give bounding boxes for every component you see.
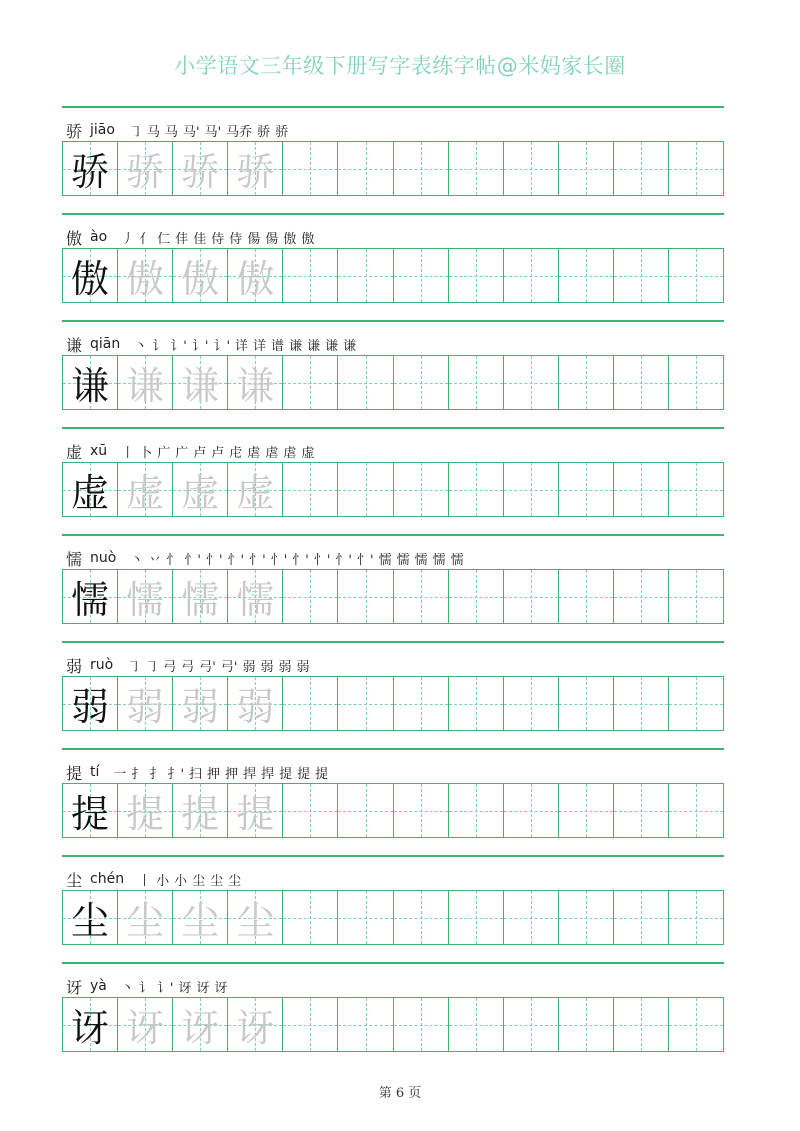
practice-cell[interactable] [504, 569, 559, 624]
practice-cell[interactable] [283, 355, 338, 410]
practice-cell[interactable] [504, 141, 559, 196]
trace-character: 尘 [181, 899, 220, 943]
stroke-step: 丶 [120, 980, 134, 996]
trace-character: 提 [181, 792, 220, 836]
practice-row [62, 962, 724, 1069]
practice-cell[interactable] [283, 890, 338, 945]
practice-cell[interactable] [394, 141, 449, 196]
stroke-step: 讠' [213, 338, 231, 354]
trace-character-cell [228, 569, 283, 624]
trace-character-cell [228, 141, 283, 196]
stroke-step: 讠' [156, 980, 174, 996]
model-character-cell [63, 462, 118, 517]
practice-cell[interactable] [504, 462, 559, 517]
stroke-step: 讶 [196, 980, 210, 996]
writing-grid [62, 890, 724, 945]
stroke-step: 丿 [121, 231, 135, 247]
stroke-step: 虚 [301, 445, 315, 461]
practice-cell[interactable] [449, 890, 504, 945]
practice-cell[interactable] [559, 462, 614, 517]
practice-cell[interactable] [614, 355, 669, 410]
model-character: 讶 [71, 1006, 110, 1050]
practice-cell[interactable] [559, 890, 614, 945]
practice-cell[interactable] [338, 355, 393, 410]
stroke-step: 佳 [193, 231, 207, 247]
trace-character: 傲 [236, 257, 275, 301]
stroke-step: 捍 [261, 766, 275, 782]
trace-character-cell [173, 997, 228, 1052]
trace-character: 骄 [126, 150, 165, 194]
trace-character: 谦 [181, 364, 220, 408]
stroke-step: 讶 [214, 980, 228, 996]
trace-character-cell [173, 355, 228, 410]
practice-cell[interactable] [283, 676, 338, 731]
practice-row [62, 534, 724, 641]
model-character: 懦 [71, 578, 110, 622]
practice-cell[interactable] [394, 676, 449, 731]
practice-cell[interactable] [669, 462, 724, 517]
stroke-step: 傲 [283, 231, 297, 247]
practice-cell[interactable] [669, 997, 724, 1052]
stroke-step: 一 [113, 766, 127, 782]
row-divider [62, 427, 724, 429]
character-label: 懦 [66, 549, 83, 569]
stroke-step: 弱 [296, 659, 310, 675]
stroke-step: 讶 [178, 980, 192, 996]
practice-cell[interactable] [394, 783, 449, 838]
trace-character-cell [173, 890, 228, 945]
stroke-step: 虐 [265, 445, 279, 461]
writing-grid [62, 569, 724, 624]
trace-character-cell [118, 890, 173, 945]
character-label: 提 [66, 763, 83, 783]
stroke-step: 讠' [170, 338, 187, 354]
trace-character-cell [118, 569, 173, 624]
page-title: 小学语文三年级下册写字表练字帖@米妈家长圈 [174, 54, 626, 78]
stroke-step: 谦 [289, 338, 303, 354]
writing-grid [62, 141, 724, 196]
stroke-step: 谦 [307, 338, 321, 354]
pinyin-label: jiāo [90, 122, 115, 138]
trace-character: 懦 [236, 578, 275, 622]
trace-character: 虚 [126, 471, 165, 515]
trace-character: 骄 [236, 150, 275, 194]
trace-character: 讶 [181, 1006, 220, 1050]
practice-cell[interactable] [669, 248, 724, 303]
character-label: 骄 [66, 121, 83, 141]
trace-character: 谦 [236, 364, 275, 408]
practice-row [62, 641, 724, 748]
stroke-step: 讠 [152, 338, 166, 354]
practice-cell[interactable] [449, 569, 504, 624]
practice-cell[interactable] [559, 355, 614, 410]
trace-character-cell [118, 997, 173, 1052]
model-character-cell [63, 141, 118, 196]
character-info [66, 333, 361, 355]
stroke-step: 卢 [211, 445, 225, 461]
character-info [66, 975, 233, 997]
stroke-step: 弓' [199, 659, 216, 675]
trace-character: 弱 [236, 685, 275, 729]
stroke-step: 侍 [229, 231, 243, 247]
stroke-step: 谱 [271, 338, 285, 354]
model-character: 弱 [71, 685, 110, 729]
trace-character-cell [228, 783, 283, 838]
practice-cell[interactable] [394, 462, 449, 517]
practice-cell[interactable] [338, 997, 393, 1052]
trace-character: 虚 [181, 471, 220, 515]
practice-row [62, 427, 724, 534]
trace-character: 傲 [181, 257, 220, 301]
practice-cell[interactable] [338, 141, 393, 196]
character-label: 虚 [66, 442, 83, 462]
practice-cell[interactable] [338, 248, 393, 303]
trace-character: 尘 [126, 899, 165, 943]
character-info [66, 761, 333, 783]
practice-cell[interactable] [504, 248, 559, 303]
trace-character: 弱 [181, 685, 220, 729]
model-character: 谦 [71, 364, 110, 408]
practice-cell[interactable] [283, 997, 338, 1052]
practice-cell[interactable] [338, 569, 393, 624]
stroke-step: 忄 [166, 552, 180, 568]
trace-character-cell [228, 355, 283, 410]
practice-cell[interactable] [614, 676, 669, 731]
stroke-step: 弱 [278, 659, 292, 675]
stroke-step: 马乔 [226, 124, 253, 140]
trace-character: 傲 [126, 257, 165, 301]
practice-cell[interactable] [283, 141, 338, 196]
character-info [66, 226, 319, 248]
practice-row [62, 106, 724, 213]
stroke-step: 忄' [227, 552, 245, 568]
character-info [66, 547, 469, 569]
stroke-step: 忄' [205, 552, 223, 568]
trace-character: 弱 [126, 685, 165, 729]
practice-cell[interactable] [504, 676, 559, 731]
row-divider [62, 320, 724, 322]
trace-character-cell [118, 141, 173, 196]
stroke-step: 谦 [343, 338, 357, 354]
stroke-step: 讠 [138, 980, 152, 996]
practice-cell[interactable] [283, 462, 338, 517]
stroke-step: 忄' [335, 552, 352, 568]
trace-character: 虚 [236, 471, 275, 515]
trace-character: 讶 [236, 1006, 275, 1050]
model-character-cell [63, 997, 118, 1052]
stroke-step: 骄 [275, 124, 289, 140]
stroke-step: 弱 [242, 659, 256, 675]
trace-character-cell [118, 355, 173, 410]
practice-cell[interactable] [614, 248, 669, 303]
stroke-step: 弓' [220, 659, 238, 675]
trace-character-cell [173, 676, 228, 731]
stroke-step: 弱 [260, 659, 274, 675]
row-divider [62, 855, 724, 857]
practice-cell[interactable] [449, 462, 504, 517]
stroke-step: 尘 [210, 873, 224, 889]
stroke-step: 骄 [257, 124, 271, 140]
practice-cell[interactable] [449, 676, 504, 731]
trace-character-cell [118, 462, 173, 517]
stroke-step: 提 [315, 766, 329, 782]
practice-cell[interactable] [614, 890, 669, 945]
stroke-step: 广 [175, 445, 189, 461]
model-character: 尘 [71, 899, 110, 943]
practice-cell[interactable] [504, 890, 559, 945]
character-label: 尘 [66, 870, 83, 890]
practice-cell[interactable] [394, 890, 449, 945]
stroke-step: 详 [235, 338, 249, 354]
stroke-step: 傲 [301, 231, 315, 247]
model-character-cell [63, 248, 118, 303]
stroke-step: 忄' [184, 552, 201, 568]
page-number: 第 6 页 [378, 1086, 422, 1101]
practice-cell[interactable] [504, 783, 559, 838]
stroke-step: 懦 [378, 552, 392, 568]
stroke-step: 扌' [167, 766, 185, 782]
writing-grid [62, 997, 724, 1052]
practice-cell[interactable] [559, 783, 614, 838]
stroke-step: 忄' [357, 552, 374, 568]
practice-cell[interactable] [559, 676, 614, 731]
practice-cell[interactable] [669, 355, 724, 410]
model-character-cell [63, 783, 118, 838]
trace-character-cell [173, 783, 228, 838]
stroke-step: 提 [297, 766, 311, 782]
row-divider [62, 641, 724, 643]
stroke-step: 偒 [247, 231, 261, 247]
stroke-step: 扌 [131, 766, 145, 782]
model-character: 骄 [71, 150, 110, 194]
practice-cell[interactable] [669, 783, 724, 838]
stroke-step: 懦 [414, 552, 428, 568]
practice-cell[interactable] [504, 997, 559, 1052]
stroke-step: ㇆ [128, 124, 142, 140]
stroke-step: 卜 [139, 445, 153, 461]
model-character-cell [63, 676, 118, 731]
stroke-step: 谦 [325, 338, 339, 354]
stroke-step: 马 [164, 124, 178, 140]
row-divider [62, 106, 724, 108]
trace-character-cell [228, 890, 283, 945]
pinyin-label: tí [90, 764, 100, 780]
writing-grid [62, 676, 724, 731]
stroke-step: 仁 [157, 231, 171, 247]
writing-grid [62, 248, 724, 303]
trace-character-cell [118, 783, 173, 838]
model-character-cell [63, 569, 118, 624]
trace-character: 谦 [126, 364, 165, 408]
pinyin-label: xū [90, 443, 108, 459]
model-character: 傲 [71, 257, 110, 301]
practice-cell[interactable] [283, 783, 338, 838]
trace-character-cell [228, 676, 283, 731]
character-info [66, 119, 293, 141]
stroke-step: 丨 [121, 445, 135, 461]
stroke-step: 丨 [138, 873, 152, 889]
pinyin-label: nuò [90, 550, 117, 566]
character-label: 讶 [66, 977, 83, 997]
stroke-step: 偒 [265, 231, 279, 247]
practice-cell[interactable] [614, 141, 669, 196]
practice-cell[interactable] [559, 569, 614, 624]
character-label: 弱 [66, 656, 83, 676]
model-character: 虚 [71, 471, 110, 515]
stroke-step: 扫 [189, 766, 203, 782]
practice-cell[interactable] [338, 676, 393, 731]
stroke-step: 小 [156, 873, 170, 889]
stroke-step: 虍 [229, 445, 243, 461]
trace-character-cell [228, 248, 283, 303]
practice-cell[interactable] [449, 997, 504, 1052]
stroke-step: 懦 [432, 552, 446, 568]
pinyin-label: qiān [90, 336, 121, 352]
trace-character-cell [118, 676, 173, 731]
trace-character-cell [228, 462, 283, 517]
practice-cell[interactable] [614, 783, 669, 838]
character-info [66, 440, 319, 462]
stroke-step: ㇆ [145, 659, 159, 675]
stroke-step: 忄' [292, 552, 309, 568]
stroke-step: 懦 [396, 552, 410, 568]
practice-row [62, 213, 724, 320]
stroke-step: 扌 [149, 766, 163, 782]
practice-cell[interactable] [614, 462, 669, 517]
trace-character: 讶 [126, 1006, 165, 1050]
trace-character-cell [118, 248, 173, 303]
stroke-step: 虐 [283, 445, 297, 461]
pinyin-label: chén [90, 871, 125, 887]
stroke-step: 马' [183, 124, 200, 140]
stroke-step: 详 [253, 338, 267, 354]
trace-character: 懦 [181, 578, 220, 622]
writing-grid [62, 783, 724, 838]
trace-character: 尘 [236, 899, 275, 943]
practice-cell[interactable] [338, 890, 393, 945]
trace-character-cell [173, 462, 228, 517]
character-label: 谦 [66, 335, 83, 355]
stroke-step: 忄' [313, 552, 331, 568]
trace-character-cell [173, 248, 228, 303]
practice-cell[interactable] [449, 783, 504, 838]
stroke-step: 讠' [191, 338, 209, 354]
practice-cell[interactable] [338, 783, 393, 838]
trace-character: 提 [236, 792, 275, 836]
character-info [66, 868, 246, 890]
character-info [66, 654, 315, 676]
practice-cell[interactable] [559, 248, 614, 303]
stroke-step: 押 [225, 766, 239, 782]
practice-row [62, 748, 724, 855]
pinyin-label: ào [90, 229, 108, 245]
practice-cell[interactable] [559, 997, 614, 1052]
pinyin-label: ruò [90, 657, 114, 673]
trace-character-cell [173, 141, 228, 196]
practice-cell[interactable] [449, 248, 504, 303]
trace-character: 提 [126, 792, 165, 836]
practice-cell[interactable] [449, 355, 504, 410]
stroke-step: 忄' [270, 552, 288, 568]
stroke-step: 尘 [192, 873, 206, 889]
stroke-step: 侍 [211, 231, 225, 247]
practice-row [62, 320, 724, 427]
practice-row [62, 855, 724, 962]
stroke-step: 提 [279, 766, 293, 782]
trace-character-cell [173, 569, 228, 624]
practice-cell[interactable] [394, 248, 449, 303]
practice-cell[interactable] [614, 997, 669, 1052]
stroke-step: 丶 [134, 338, 148, 354]
character-label: 傲 [66, 228, 83, 248]
practice-cell[interactable] [614, 569, 669, 624]
stroke-step: 亻 [139, 231, 153, 247]
model-character-cell [63, 355, 118, 410]
trace-character-cell [228, 997, 283, 1052]
writing-grid [62, 355, 724, 410]
stroke-step: 弓 [163, 659, 177, 675]
stroke-step: 捍 [243, 766, 257, 782]
practice-rows [62, 106, 724, 1069]
pinyin-label: yà [90, 978, 107, 994]
row-divider [62, 213, 724, 215]
practice-cell[interactable] [394, 569, 449, 624]
practice-cell[interactable] [669, 569, 724, 624]
stroke-step: 懦 [450, 552, 464, 568]
stroke-step: 虐 [247, 445, 261, 461]
stroke-step: ㇆ [127, 659, 141, 675]
trace-character: 骄 [181, 150, 220, 194]
practice-cell[interactable] [449, 141, 504, 196]
stroke-step: 卢 [193, 445, 207, 461]
stroke-step: 尘 [228, 873, 242, 889]
practice-cell[interactable] [559, 141, 614, 196]
practice-cell[interactable] [338, 462, 393, 517]
row-divider [62, 748, 724, 750]
writing-grid [62, 462, 724, 517]
stroke-step: 丶 [130, 552, 144, 568]
practice-cell[interactable] [504, 355, 559, 410]
practice-cell[interactable] [394, 355, 449, 410]
practice-cell[interactable] [669, 676, 724, 731]
stroke-step: 广 [157, 445, 171, 461]
practice-cell[interactable] [283, 248, 338, 303]
stroke-step: 押 [207, 766, 221, 782]
stroke-step: 仹 [175, 231, 189, 247]
practice-cell[interactable] [669, 141, 724, 196]
model-character: 提 [71, 792, 110, 836]
row-divider [62, 534, 724, 536]
stroke-step: 马' [204, 124, 222, 140]
practice-cell[interactable] [669, 890, 724, 945]
practice-cell[interactable] [283, 569, 338, 624]
model-character-cell [63, 890, 118, 945]
row-divider [62, 962, 724, 964]
stroke-step: 马 [146, 124, 160, 140]
stroke-step: 忄' [249, 552, 266, 568]
practice-cell[interactable] [394, 997, 449, 1052]
trace-character: 懦 [126, 578, 165, 622]
stroke-step: 丷 [148, 552, 162, 568]
stroke-step: 小 [174, 873, 188, 889]
stroke-step: 弓 [181, 659, 195, 675]
